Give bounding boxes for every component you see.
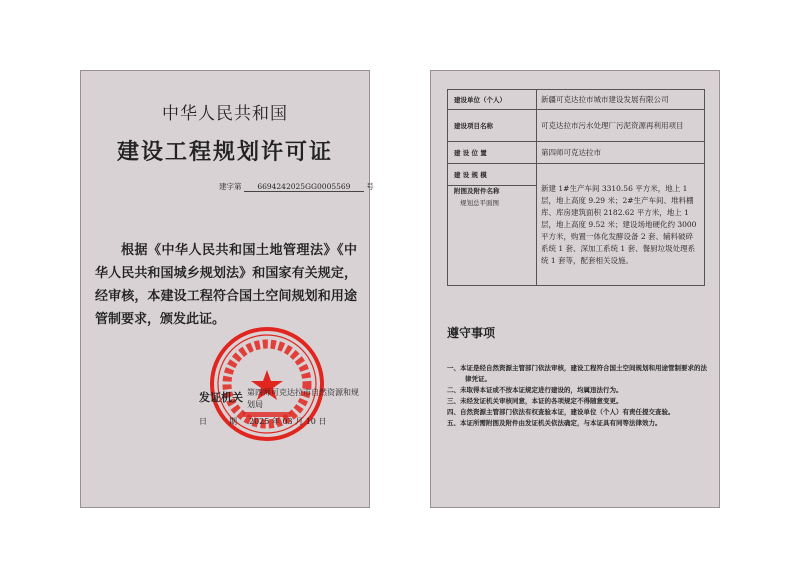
list-item: 一、本证是经自然资源主管部门依法审核，建设工程符合国土空间规划和用途管制要求的法律凭证。	[447, 364, 707, 383]
table-row	[448, 110, 705, 142]
table-row	[448, 164, 705, 186]
country-name: 中华人民共和国	[162, 104, 288, 124]
notice-title: 遵守事项	[447, 326, 496, 340]
date-value: 2025 年 03 月 10 日	[249, 417, 327, 426]
list-item: 四、自然资源主管部门依法有权查验本证，建设单位（个人）有责任提交查验。	[447, 408, 675, 416]
row-value: 新建 1#生产车间 3310.56 平方米，地上 1 层，地上高度 9.29 米；2#生产车间、堆料棚库、库房建筑面积 2182.62 平方米，地上 1 层，地上高度 9.52 米；建设场地硬化约 3000 平方米，购置一体化发酵设备 2 套、辅料破碎系统 1 套、深加工系统 1 套、餐厨垃圾处理系统 1 套等，配套相关设施。	[537, 164, 705, 286]
issuer-label: 发证机关	[199, 391, 243, 404]
list-item: 五、本证所需附图及附件由发证机关依法确定，与本证具有同等法律效力。	[447, 419, 662, 427]
row-value: 可克达拉市污水处理厂污泥资源再利用项目	[537, 110, 705, 142]
number-suffix: 号	[366, 182, 374, 191]
table-row	[448, 142, 705, 164]
list-item: 三、未经发证机关审核同意，本证的各项规定不得随意变更。	[447, 397, 623, 405]
row-key: 建设单位（个人）	[448, 90, 537, 110]
number-prefix: 建字第	[219, 182, 242, 191]
row-value: 新疆可克达拉市城市建设发展有限公司	[537, 90, 705, 110]
number-value: 6694242025GG0005569	[244, 182, 364, 192]
list-item: 二、未取得本证或不按本证规定进行建设的，均属违法行为。	[447, 386, 623, 394]
date-label: 日期	[199, 417, 259, 426]
attachment-value: 规划总平面图	[460, 199, 499, 207]
certificate-back	[430, 70, 720, 508]
certificate-number	[219, 181, 374, 192]
row-key: 建 设 位 置	[448, 142, 537, 164]
certificate-title: 建设工程规划许可证	[116, 140, 333, 165]
row-key	[448, 186, 537, 286]
info-table	[447, 89, 705, 286]
row-key: 建设项目名称	[448, 110, 537, 142]
attachment-label: 附图及附件名称	[454, 187, 500, 195]
issuer-value: 第四师可克达拉市自然资源和规划局	[247, 388, 359, 409]
certificate-front	[80, 70, 374, 508]
row-key: 建 设 规 模	[448, 164, 537, 186]
table-row	[448, 90, 705, 110]
row-value: 第四师可克达拉市	[537, 142, 705, 164]
notice-list	[447, 363, 709, 429]
certificate-body: 根据《中华人民共和国土地管理法》《中华人民共和国城乡规划法》和国家有关规定，经审核，本建设工程符合国土空间规划和用途管制要求，颁发此证。	[95, 243, 357, 327]
